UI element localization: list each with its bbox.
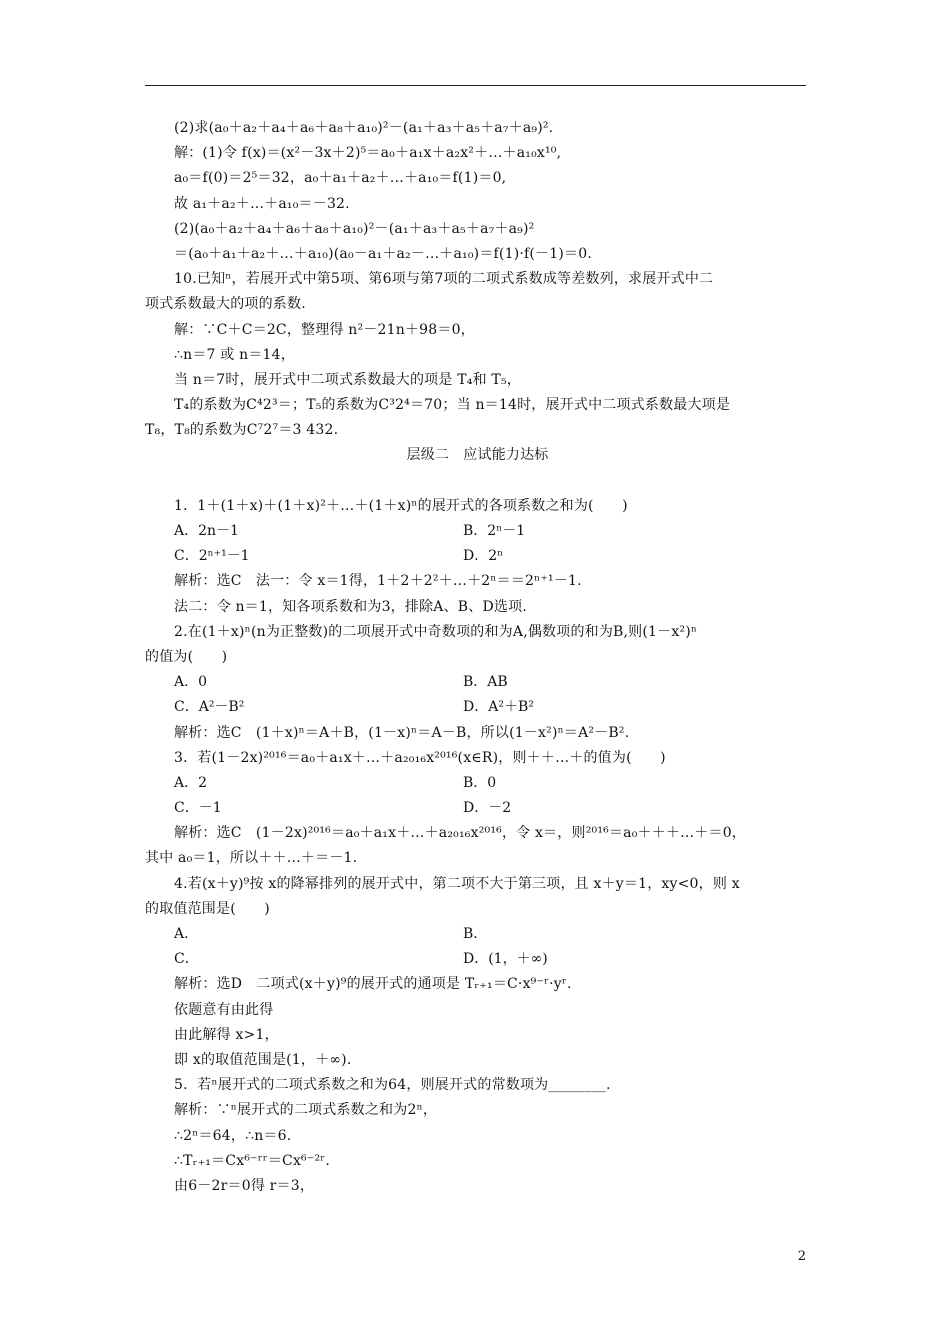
option-c: C．－1 [174,800,222,817]
option-a: A．2n－1 [174,523,239,539]
option-c: C．2ⁿ⁺¹－1 [174,548,250,565]
option-d: D．－2 [463,800,512,817]
text-line: 故 a₁＋a₂＋…＋a₁₀＝－32. [174,195,350,212]
question-2: 2.在(1＋x)ⁿ(n为正整数)的二项展开式中奇数项的和为A,偶数项的和为B,则(1－x²)ⁿ [174,623,698,640]
options-row [145,947,810,972]
page-number: 2 [797,1249,806,1264]
text-line: ∴n＝7 或 n＝14， [174,346,295,363]
option-b: B．0 [463,774,497,791]
text-line: 由6－2r＝0得 r＝3， [174,1177,315,1194]
text-line: 由此解得 x>1， [174,1026,279,1043]
text-line: 的取值范围是( ) [145,900,270,917]
options-row [145,670,810,695]
text-line: ∴Tᵣ₊₁＝Cx⁶⁻ʳʳ＝Cx⁶⁻²ʳ. [174,1152,330,1169]
text-line: 解析：选C (1＋x)ⁿ＝A＋B，(1－x)ⁿ＝A－B，所以(1－x²)ⁿ＝A²－B². [174,724,630,741]
question-5: 5．若ⁿ展开式的二项式系数之和为64，则展开式的常数项为________. [174,1077,611,1094]
page-content [145,116,810,1199]
question-3: 3．若(1－2x)²⁰¹⁶＝a₀＋a₁x＋…＋a₂₀₁₆x²⁰¹⁶(x∈R)，则＋＋…＋的值为( ) [174,749,666,766]
text-line: (2)求(a₀＋a₂＋a₄＋a₆＋a₈＋a₁₀)²－(a₁＋a₃＋a₅＋a₇＋a₉)². [174,120,554,136]
option-c: C．A²－B² [174,699,245,716]
text-line: 解析：选D 二项式(x＋y)⁹的展开式的通项是 Tᵣ₊₁＝C·x⁹⁻ʳ·yʳ. [174,976,572,993]
text-line: ＝(a₀＋a₁＋a₂＋…＋a₁₀)(a₀－a₁＋a₂－…＋a₁₀)＝f(1)·f(－1)＝0. [174,245,592,262]
text-line: a₀＝f(0)＝2⁵＝32，a₀＋a₁＋a₂＋…＋a₁₀＝f(1)＝0, [174,170,507,187]
option-a: A．0 [174,674,208,691]
text-line: 当 n＝7时，展开式中二项式系数最大的项是 T₄和 T₅， [174,371,521,388]
option-d: D．A²＋B² [463,699,534,716]
option-b: B．AB [463,674,508,691]
text-line: 依题意有由此得 [174,1001,274,1018]
options-row [145,771,810,796]
options-row [145,695,810,720]
option-a: A． [174,926,199,942]
section-heading: 层级二 应试能力达标 [406,447,549,464]
text-line: 的值为( ) [145,648,228,665]
text-line: T₄的系数为C⁴2³＝；T₅的系数为C³2⁴＝70；当 n＝14时，展开式中二项式系数最大项是 [174,397,731,414]
text-line: 解析：选C (1－2x)²⁰¹⁶＝a₀＋a₁x＋…＋a₂₀₁₆x²⁰¹⁶，令 x＝，则²⁰¹⁶＝a₀＋＋＋…＋＝0， [174,825,747,842]
text-line: 法二：令 n＝1，知各项系数和为3，排除A、B、D选项. [174,598,527,615]
option-b: B． [463,926,488,942]
options-row [145,519,810,544]
question-10: 10.已知ⁿ，若展开式中第5项、第6项与第7项的二项式系数成等差数列，求展开式中二 [174,271,714,288]
spacer [145,469,810,494]
option-d: D．(1，＋∞) [463,951,548,968]
text-line: 解：(1)令 f(x)＝(x²－3x＋2)⁵＝a₀＋a₁x＋a₂x²＋…＋a₁₀x¹⁰, [174,145,562,162]
text-line: 项式系数最大的项的系数. [145,296,306,313]
text-line: ∴2ⁿ＝64，∴n＝6. [174,1127,292,1144]
text-line: (2)(a₀＋a₂＋a₄＋a₆＋a₈＋a₁₀)²－(a₁＋a₃＋a₅＋a₇＋a₉)² [174,220,535,237]
text-line: 解析：选C 法一：令 x＝1得，1＋2＋2²＋…＋2ⁿ＝＝2ⁿ⁺¹－1. [174,573,582,590]
text-line: 即 x的取值范围是(1，＋∞). [174,1051,352,1068]
option-a: A．2 [174,774,208,791]
option-d: D．2ⁿ [463,548,504,565]
options-row [145,796,810,821]
header-rule [145,85,806,86]
question-4: 4.若(x＋y)⁹按 x的降幂排列的展开式中，第二项不大于第三项，且 x＋y＝1，xy<0，则 x [174,875,740,892]
text-line: 解：∵C＋C＝2C，整理得 n²－21n＋98＝0， [174,321,475,338]
text-line: 其中 a₀＝1，所以＋＋…＋＝－1. [145,850,358,867]
option-b: B．2ⁿ－1 [463,523,526,539]
options-row [145,544,810,569]
text-line: T₈，T₈的系数为C⁷2⁷＝3 432. [145,422,339,439]
options-row [145,922,810,947]
text-line: 解析：∵ⁿ展开式的二项式系数之和为2ⁿ， [174,1102,438,1119]
question-1: 1．1＋(1＋x)＋(1＋x)²＋…＋(1＋x)ⁿ的展开式的各项系数之和为( ) [174,497,628,514]
option-c: C． [174,951,199,968]
